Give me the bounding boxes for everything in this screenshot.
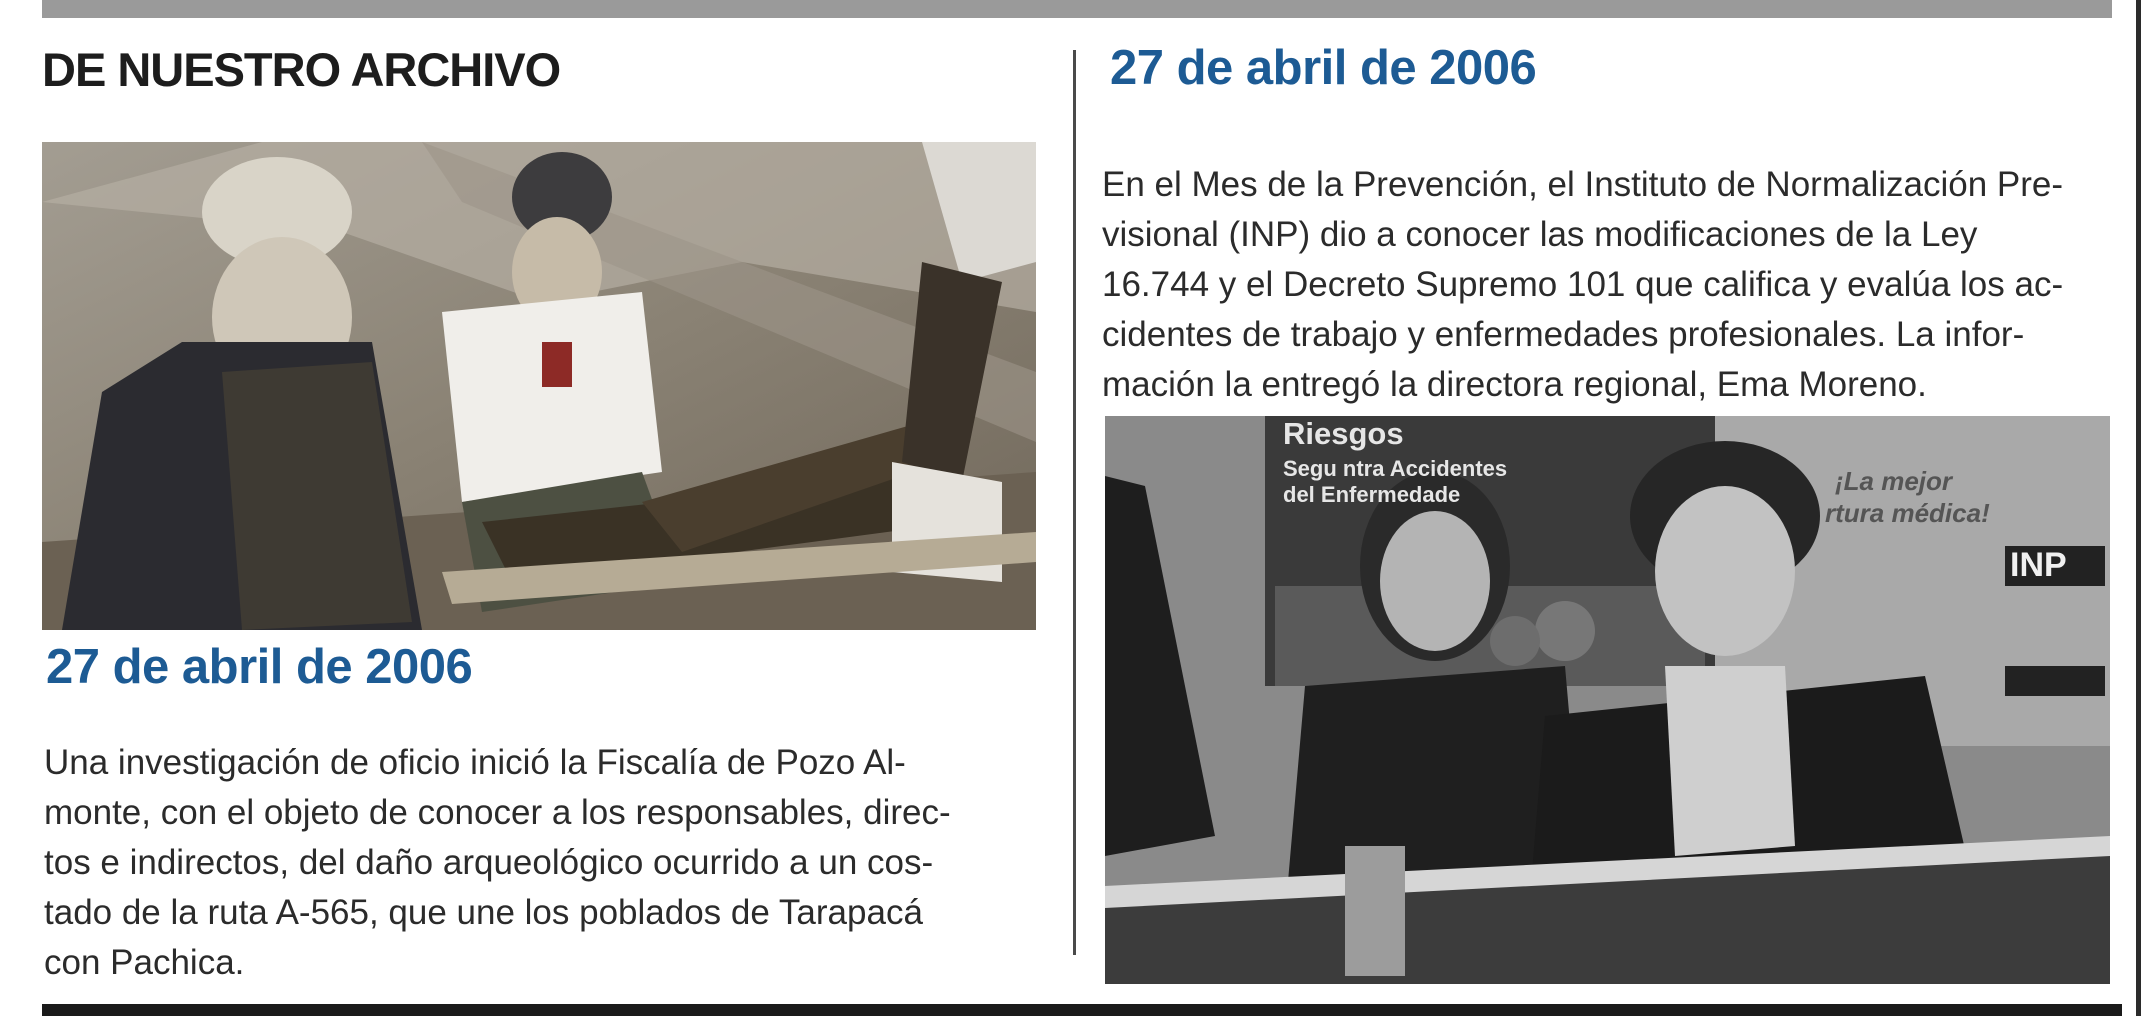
left-article-line: tos e indirectos, del daño arqueológico ocurrido a un cos-	[44, 843, 934, 882]
top-rule	[42, 0, 2112, 18]
banner-line: Segu ntra Accidentes	[1283, 456, 1508, 481]
page-edge-rule	[2136, 0, 2141, 1016]
right-article-line: En el Mes de la Prevención, el Instituto de Normalización Pre-	[1102, 165, 2064, 204]
section-title: DE NUESTRO ARCHIVO	[42, 43, 561, 96]
left-article-line: con Pachica.	[44, 943, 245, 982]
banner-title: Riesgos	[1283, 416, 1404, 451]
bottom-rule	[42, 1004, 2122, 1016]
right-article-line: visional (INP) dio a conocer las modificaciones de la Ley	[1102, 215, 1978, 254]
inp-logo: INP	[2010, 546, 2067, 584]
right-article-date: 27 de abril de 2006	[1110, 41, 1537, 95]
left-article-line: monte, con el objeto de conocer a los responsables, direc-	[44, 793, 951, 832]
column-divider	[1073, 50, 1076, 955]
banner-slogan: ¡La mejor	[1835, 466, 1953, 496]
press-conference-photo	[1105, 416, 2110, 984]
right-article-line: mación la entregó la directora regional, Ema Moreno.	[1102, 365, 1927, 404]
archaeology-photo	[42, 142, 1036, 630]
left-article-body	[44, 738, 951, 988]
right-article-line: 16.744 y el Decreto Supremo 101 que califica y evalúa los ac-	[1102, 265, 2064, 304]
right-article-line: cidentes de trabajo y enfermedades profesionales. La infor-	[1102, 315, 2025, 354]
banner-slogan: rtura médica!	[1825, 498, 1990, 528]
left-article-line: tado de la ruta A-565, que une los poblados de Tarapacá	[44, 893, 923, 932]
right-article-body	[1102, 160, 2063, 410]
left-article-date: 27 de abril de 2006	[46, 640, 473, 694]
banner-line: del Enfermedade	[1283, 482, 1461, 507]
left-article-line: Una investigación de oficio inició la Fiscalía de Pozo Al-	[44, 743, 906, 782]
